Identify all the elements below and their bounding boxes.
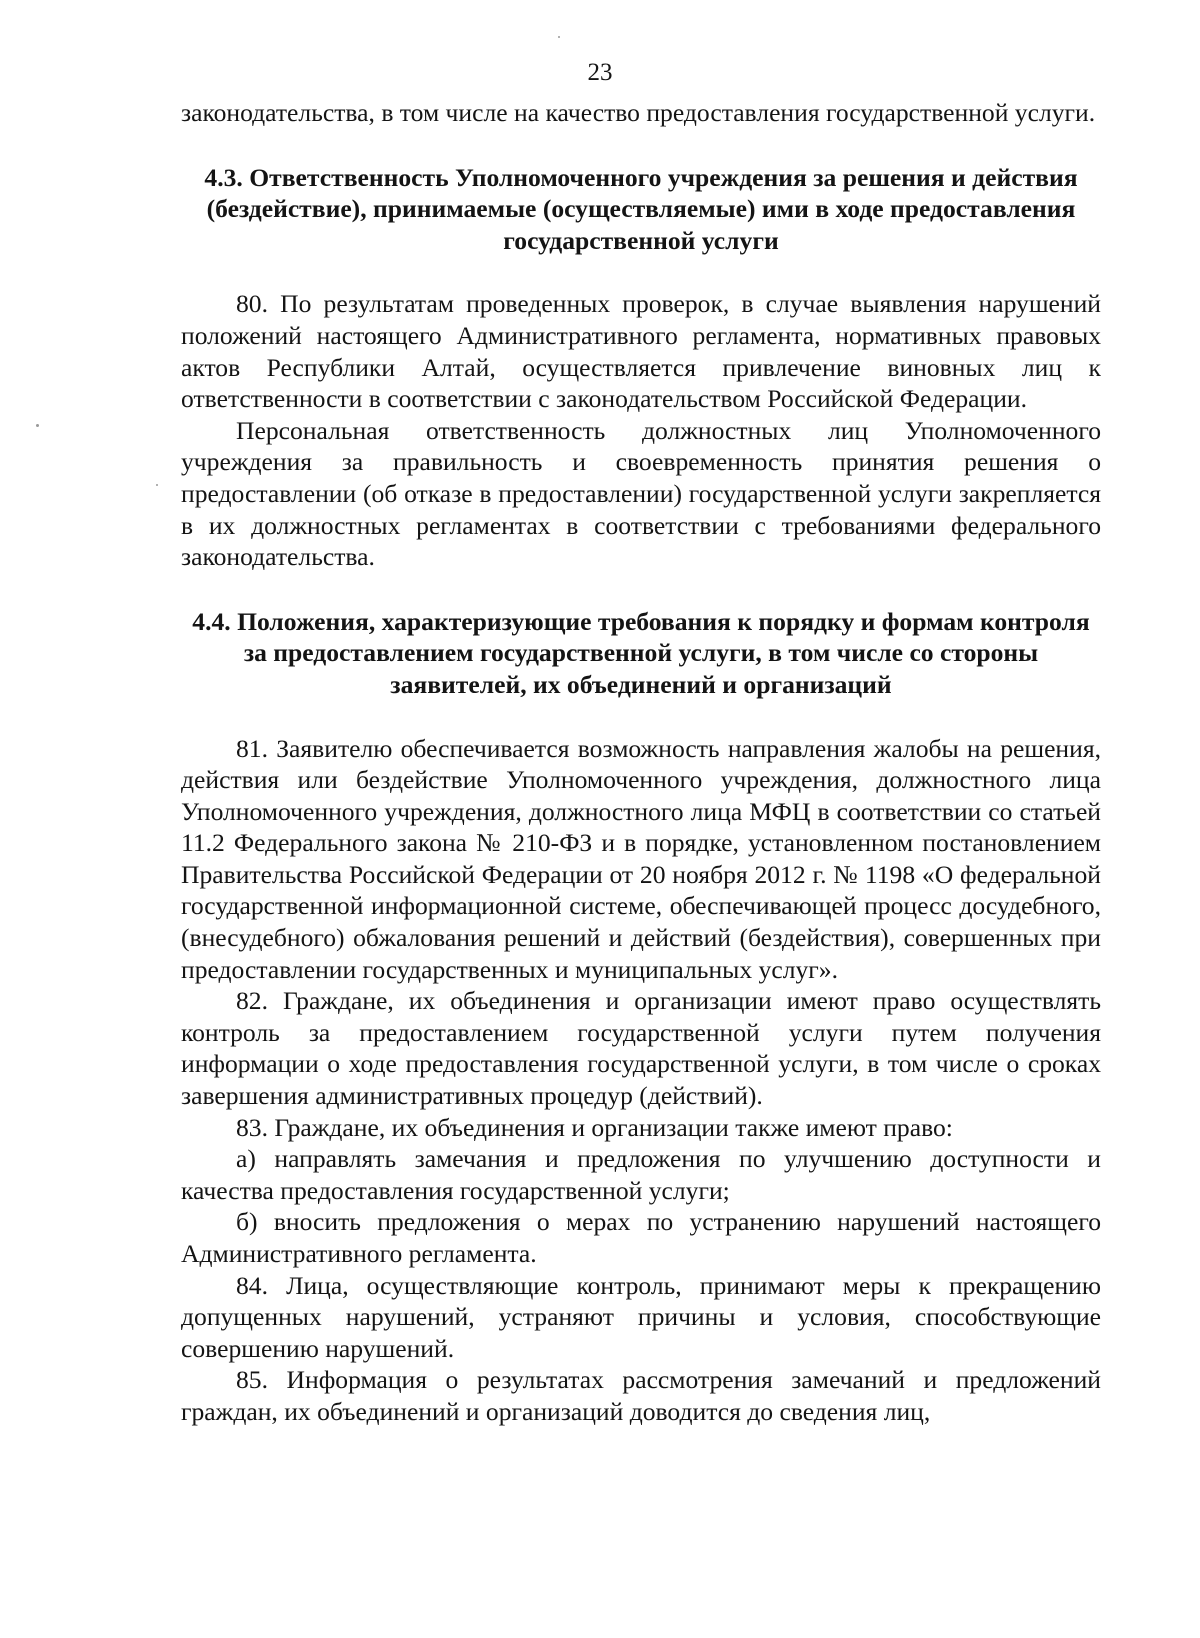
paragraph-83: 83. Граждане, их объединения и организации также имеют право: [236, 1112, 953, 1142]
document-body [181, 97, 1101, 1428]
paragraph-84: 84. Лица, осуществляющие контроль, принимают меры к прекращению допущенных нарушений, устраняют причины и условия, способствующие совершению нарушений. [181, 1270, 1101, 1363]
scan-speck [558, 36, 560, 38]
paragraph-80: 80. По результатам проведенных проверок, в случае выявления нарушений положений настоящего Административного регламента, нормативных правовых актов Республики Алтай, осуществляется привлечение виновных лиц к ответственности в соответствии с законодательством Российской Федерации. [181, 289, 1101, 414]
paragraph-continuation: законодательства, в том числе на качество предоставления государственной услуги. [181, 98, 1096, 127]
page-number: 23 [587, 59, 613, 86]
section-heading-4-3: 4.3. Ответственность Уполномоченного учреждения за решения и действия (бездействие), принимаемые (осуществляемые) ими в ходе предоставления государственной услуги [204, 162, 1078, 255]
scan-speck [36, 424, 39, 427]
paragraph-83-b: б) вносить предложения о мерах по устранению нарушений настоящего Административного регламента. [181, 1207, 1101, 1268]
paragraph-82: 82. Граждане, их объединения и организации имеют право осуществлять контроль за предоставлением государственной услуги путем получения информации о ходе предоставления государственной услуги, в том числе о сроках завершения административных процедур (действий). [181, 986, 1101, 1111]
paragraph-personal-responsibility: Персональная ответственность должностных лиц Уполномоченного учреждения за правильность и своевременность принятия решения о предоставлении (об отказе в предоставлении) государственной услуги закрепляется в их должностных регламентах в соответствии с требованиями федерального законодательства. [181, 415, 1101, 572]
paragraph-83-a: а) направлять замечания и предложения по улучшению доступности и качества предоставления государственной услуги; [181, 1144, 1101, 1205]
scan-speck [156, 484, 158, 486]
paragraph-85: 85. Информация о результатах рассмотрения замечаний и предложений граждан, их объединений и организаций доводится до сведения лиц, [181, 1365, 1101, 1426]
paragraph-81: 81. Заявителю обеспечивается возможность направления жалобы на решения, действия или бездействие Уполномоченного учреждения, должностного лица Уполномоченного учреждения, должностного лица МФЦ в соответствии со статьей 11.2 Федерального закона № 210-ФЗ и в порядке, установленном постановлением Правительства Российской Федерации от 20 ноября 2012 г. № 1198 «О федеральной государственной информационной системе, обеспечивающей процесс досудебного, (внесудебного) обжалования решений и действий (бездействия), совершенных при предоставлении государственных и муниципальных услуг». [181, 733, 1101, 984]
section-heading-4-4: 4.4. Положения, характеризующие требования к порядку и формам контроля за предоставлением государственной услуги, в том числе со стороны заявителей, их объединений и организаций [192, 606, 1090, 699]
